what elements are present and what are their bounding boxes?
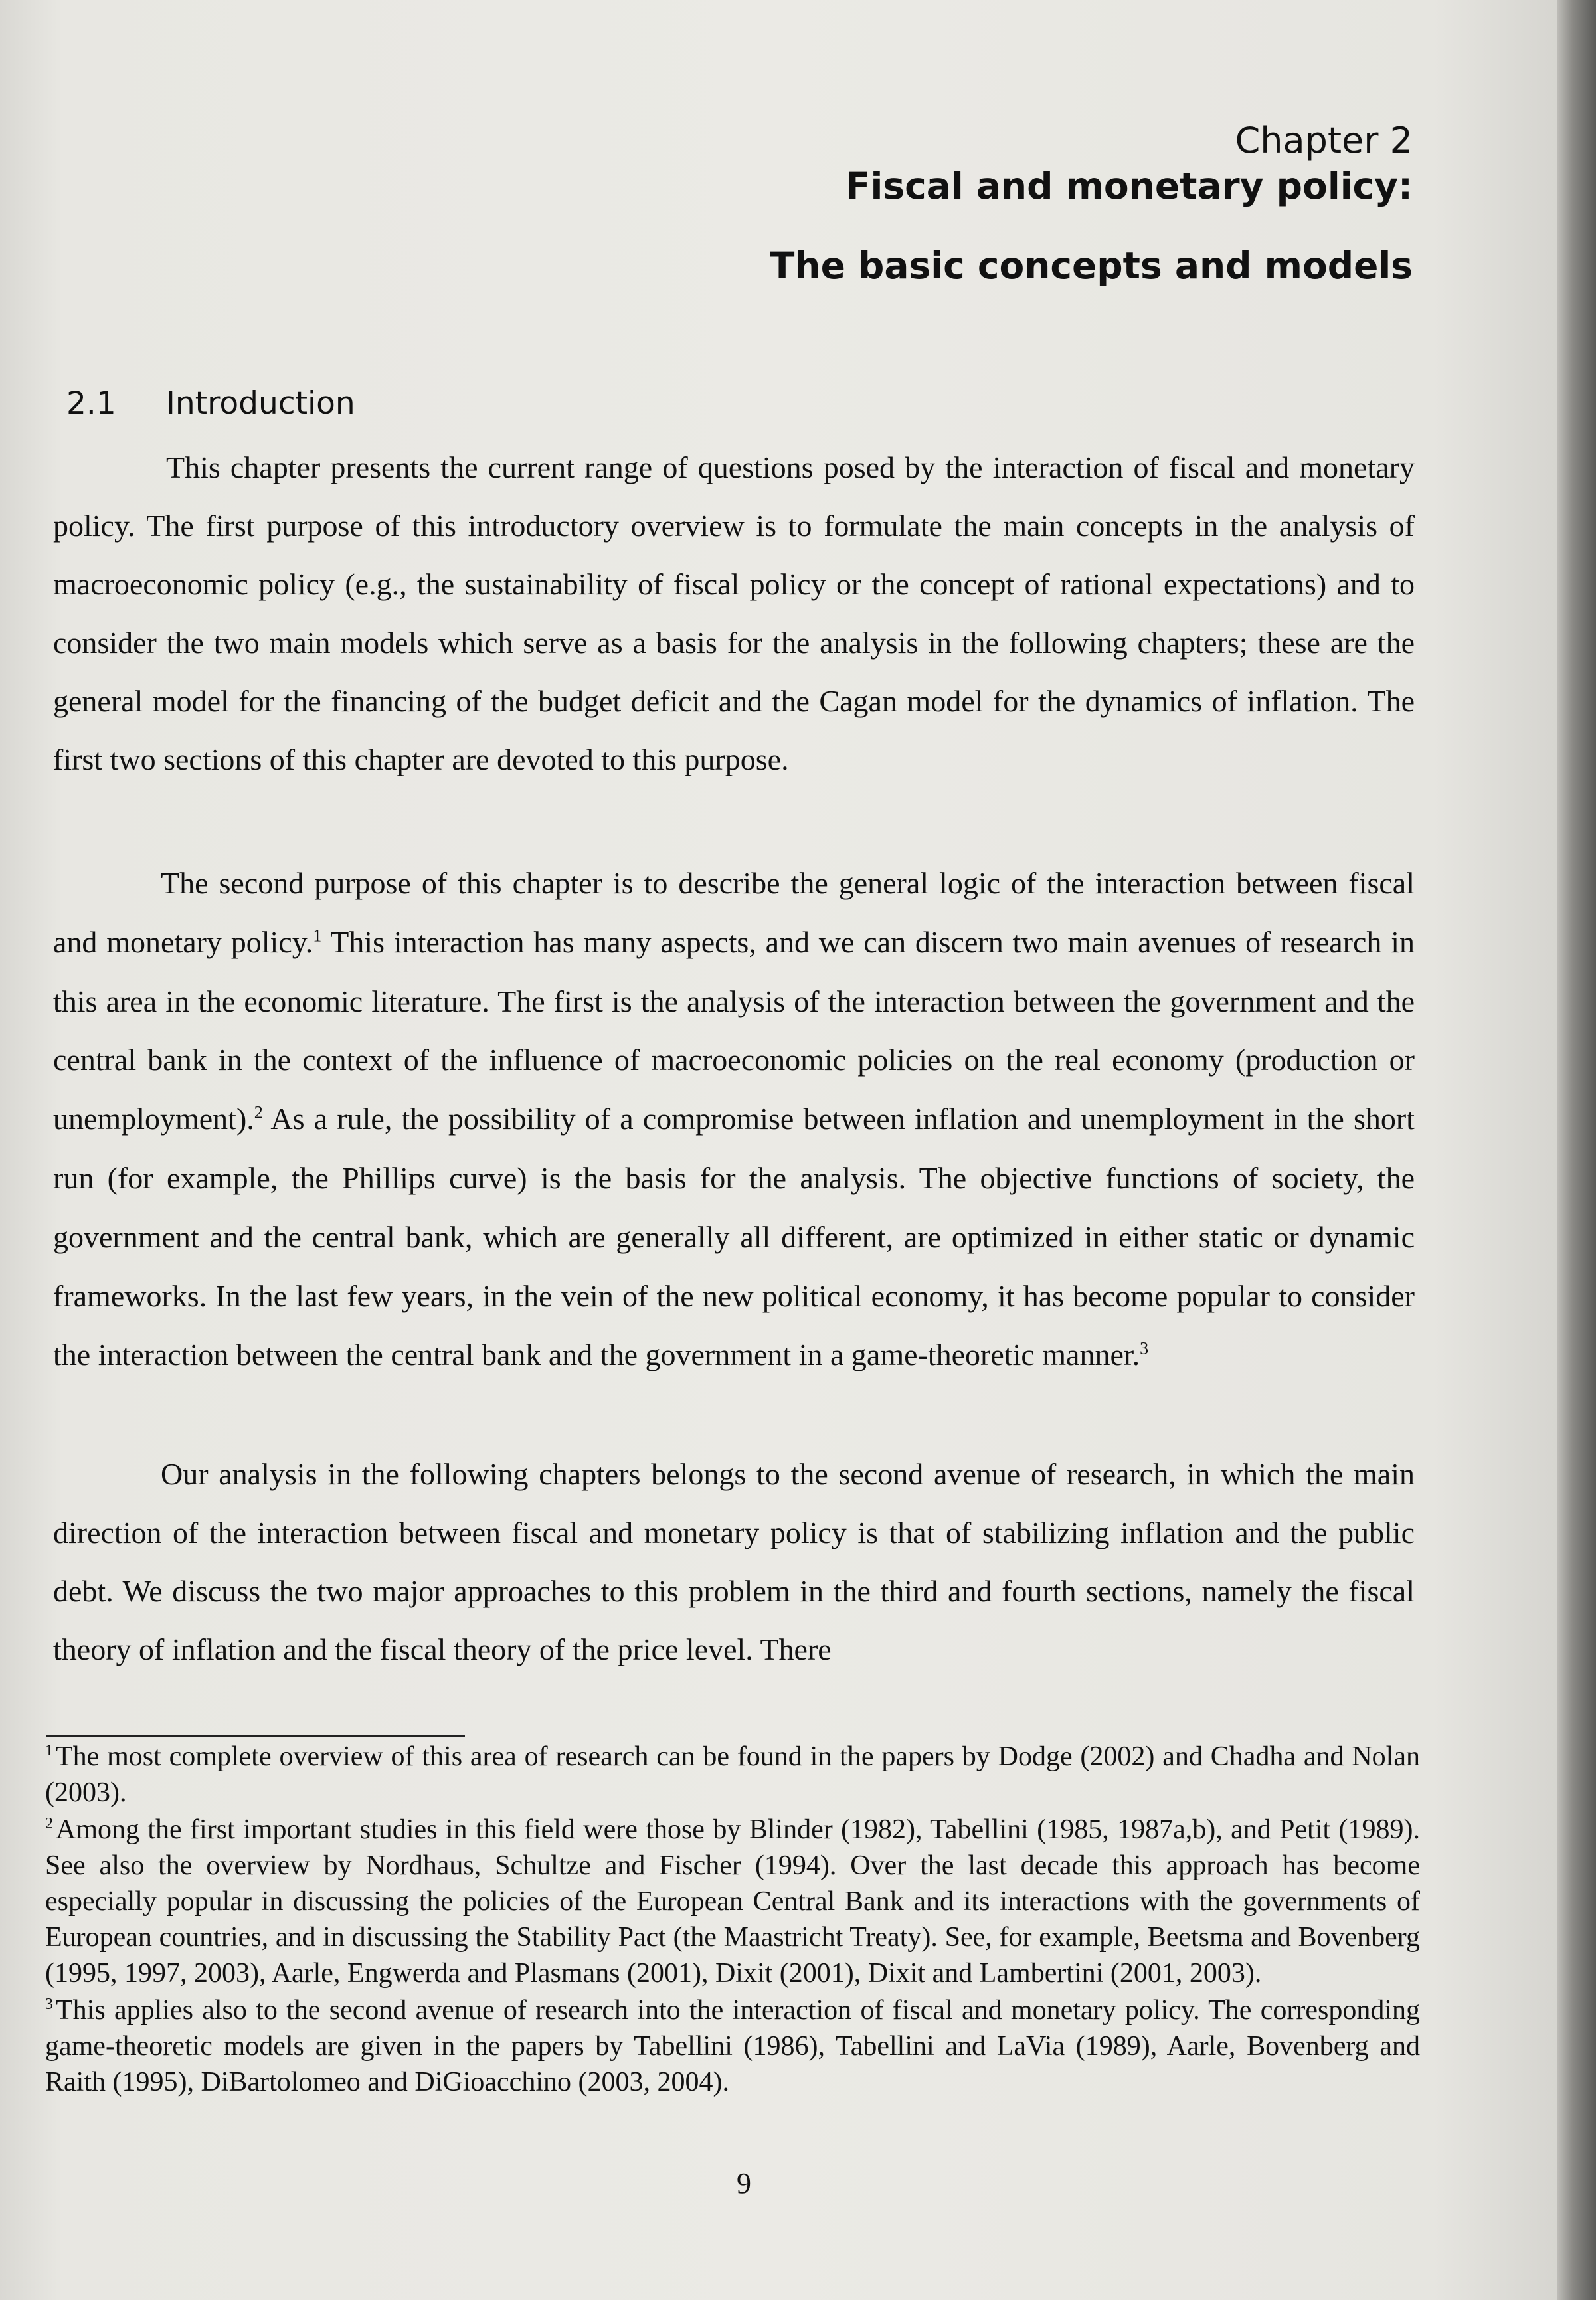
chapter-title-line-2: The basic concepts and models <box>769 244 1413 287</box>
footnote-2 <box>45 1812 1420 1991</box>
page-edge-shadow <box>1557 0 1596 2300</box>
paragraph-2-part-c: As a rule, the possibility of a compromise between inflation and unemployment in the short run (for example, the Phillips curve) is the basis for the analysis. The objective functions of society, the government and the central bank, which are generally all different, are optimized in either static or dynamic frameworks. In the last few years, in the vein of the new political economy, it has become popular to consider the interaction between the central bank and the government in a game-theoretic manner. <box>53 1102 1415 1372</box>
footnote-ref-1: 1 <box>313 926 322 946</box>
footnotes <box>45 1739 1420 2101</box>
paragraph-2-part-a: The second purpose of this chapter is to describe the general logic of the interaction between fiscal and monetary policy. <box>53 866 1415 959</box>
paragraph-2 <box>53 854 1415 1385</box>
paragraph-1: This chapter presents the current range of questions posed by the interaction of fiscal and monetary policy. The first purpose of this introductory overview is to formulate the main concepts in the analysis of macroeconomic policy (e.g., the sustainability of fiscal policy or the concept of rational expectations) and to consider the two main models which serve as a basis for the analysis in the following chapters; these are the general model for the financing of the budget deficit and the Cagan model for the dynamics of inflation. The first two sections of this chapter are devoted to this purpose. <box>53 450 1415 776</box>
paragraph-2-part-b: This interaction has many aspects, and we can discern two main avenues of research in this area in the economic literature. The first is the analysis of the interaction between the government and the central bank in the context of the influence of macroeconomic policies on the real economy (production or unemployment). <box>53 925 1415 1136</box>
footnote-1 <box>45 1739 1420 1811</box>
chapter-title-line-1: Fiscal and monetary policy: <box>845 165 1413 207</box>
page-number: 9 <box>737 2167 751 2200</box>
paragraph-3: Our analysis in the following chapters belongs to the second avenue of research, in which the main direction of the interaction between fiscal and monetary policy is that of stabilizing inflation and the public debt. We discuss the two major approaches to this problem in the third and fourth sections, namely the fiscal theory of inflation and the fiscal theory of the price level. There <box>53 1457 1415 1666</box>
footnote-mark: 3 <box>45 1996 53 2013</box>
footnote-ref-2: 2 <box>254 1103 263 1122</box>
footnote-mark: 2 <box>45 1815 53 1832</box>
footnote-ref-3: 3 <box>1140 1339 1149 1359</box>
section-number: 2.1 <box>66 385 116 422</box>
footnote-text: The most complete overview of this area of research can be found in the papers by Dodge (2002) and Chadha and Nolan (2003). <box>45 1741 1420 1808</box>
footnote-3 <box>45 1992 1420 2100</box>
footnote-text: This applies also to the second avenue of research into the interaction of fiscal and monetary policy. The corresponding game-theoretic models are given in the papers by Tabellini (1986), Tabellini and LaVia (1989), Aarle, Bovenberg and Raith (1995), DiBartolomeo and DiGioacchino (2003, 2004). <box>45 1995 1420 2097</box>
chapter-label: Chapter 2 <box>1235 120 1413 161</box>
section-title: Introduction <box>166 385 355 422</box>
footnote-mark: 1 <box>45 1742 53 1759</box>
section-heading <box>66 385 355 422</box>
footnote-text: Among the first important studies in this field were those by Blinder (1982), Tabellini (1985, 1987a,b), and Petit (1989). See also the overview by Nordhaus, Schultze and Fischer (1994). Over the last decade this approach has become especially popular in discussing the policies of the European Central Bank and its interactions with the governments of European countries, and in discussing the Stability Pact (the Maastricht Treaty). See, for example, Beetsma and Bovenberg (1995, 1997, 2003), Aarle, Engwerda and Plasmans (2001), Dixit (2001), Dixit and Lambertini (2001, 2003). <box>45 1814 1420 1989</box>
footnote-divider <box>46 1735 465 1737</box>
